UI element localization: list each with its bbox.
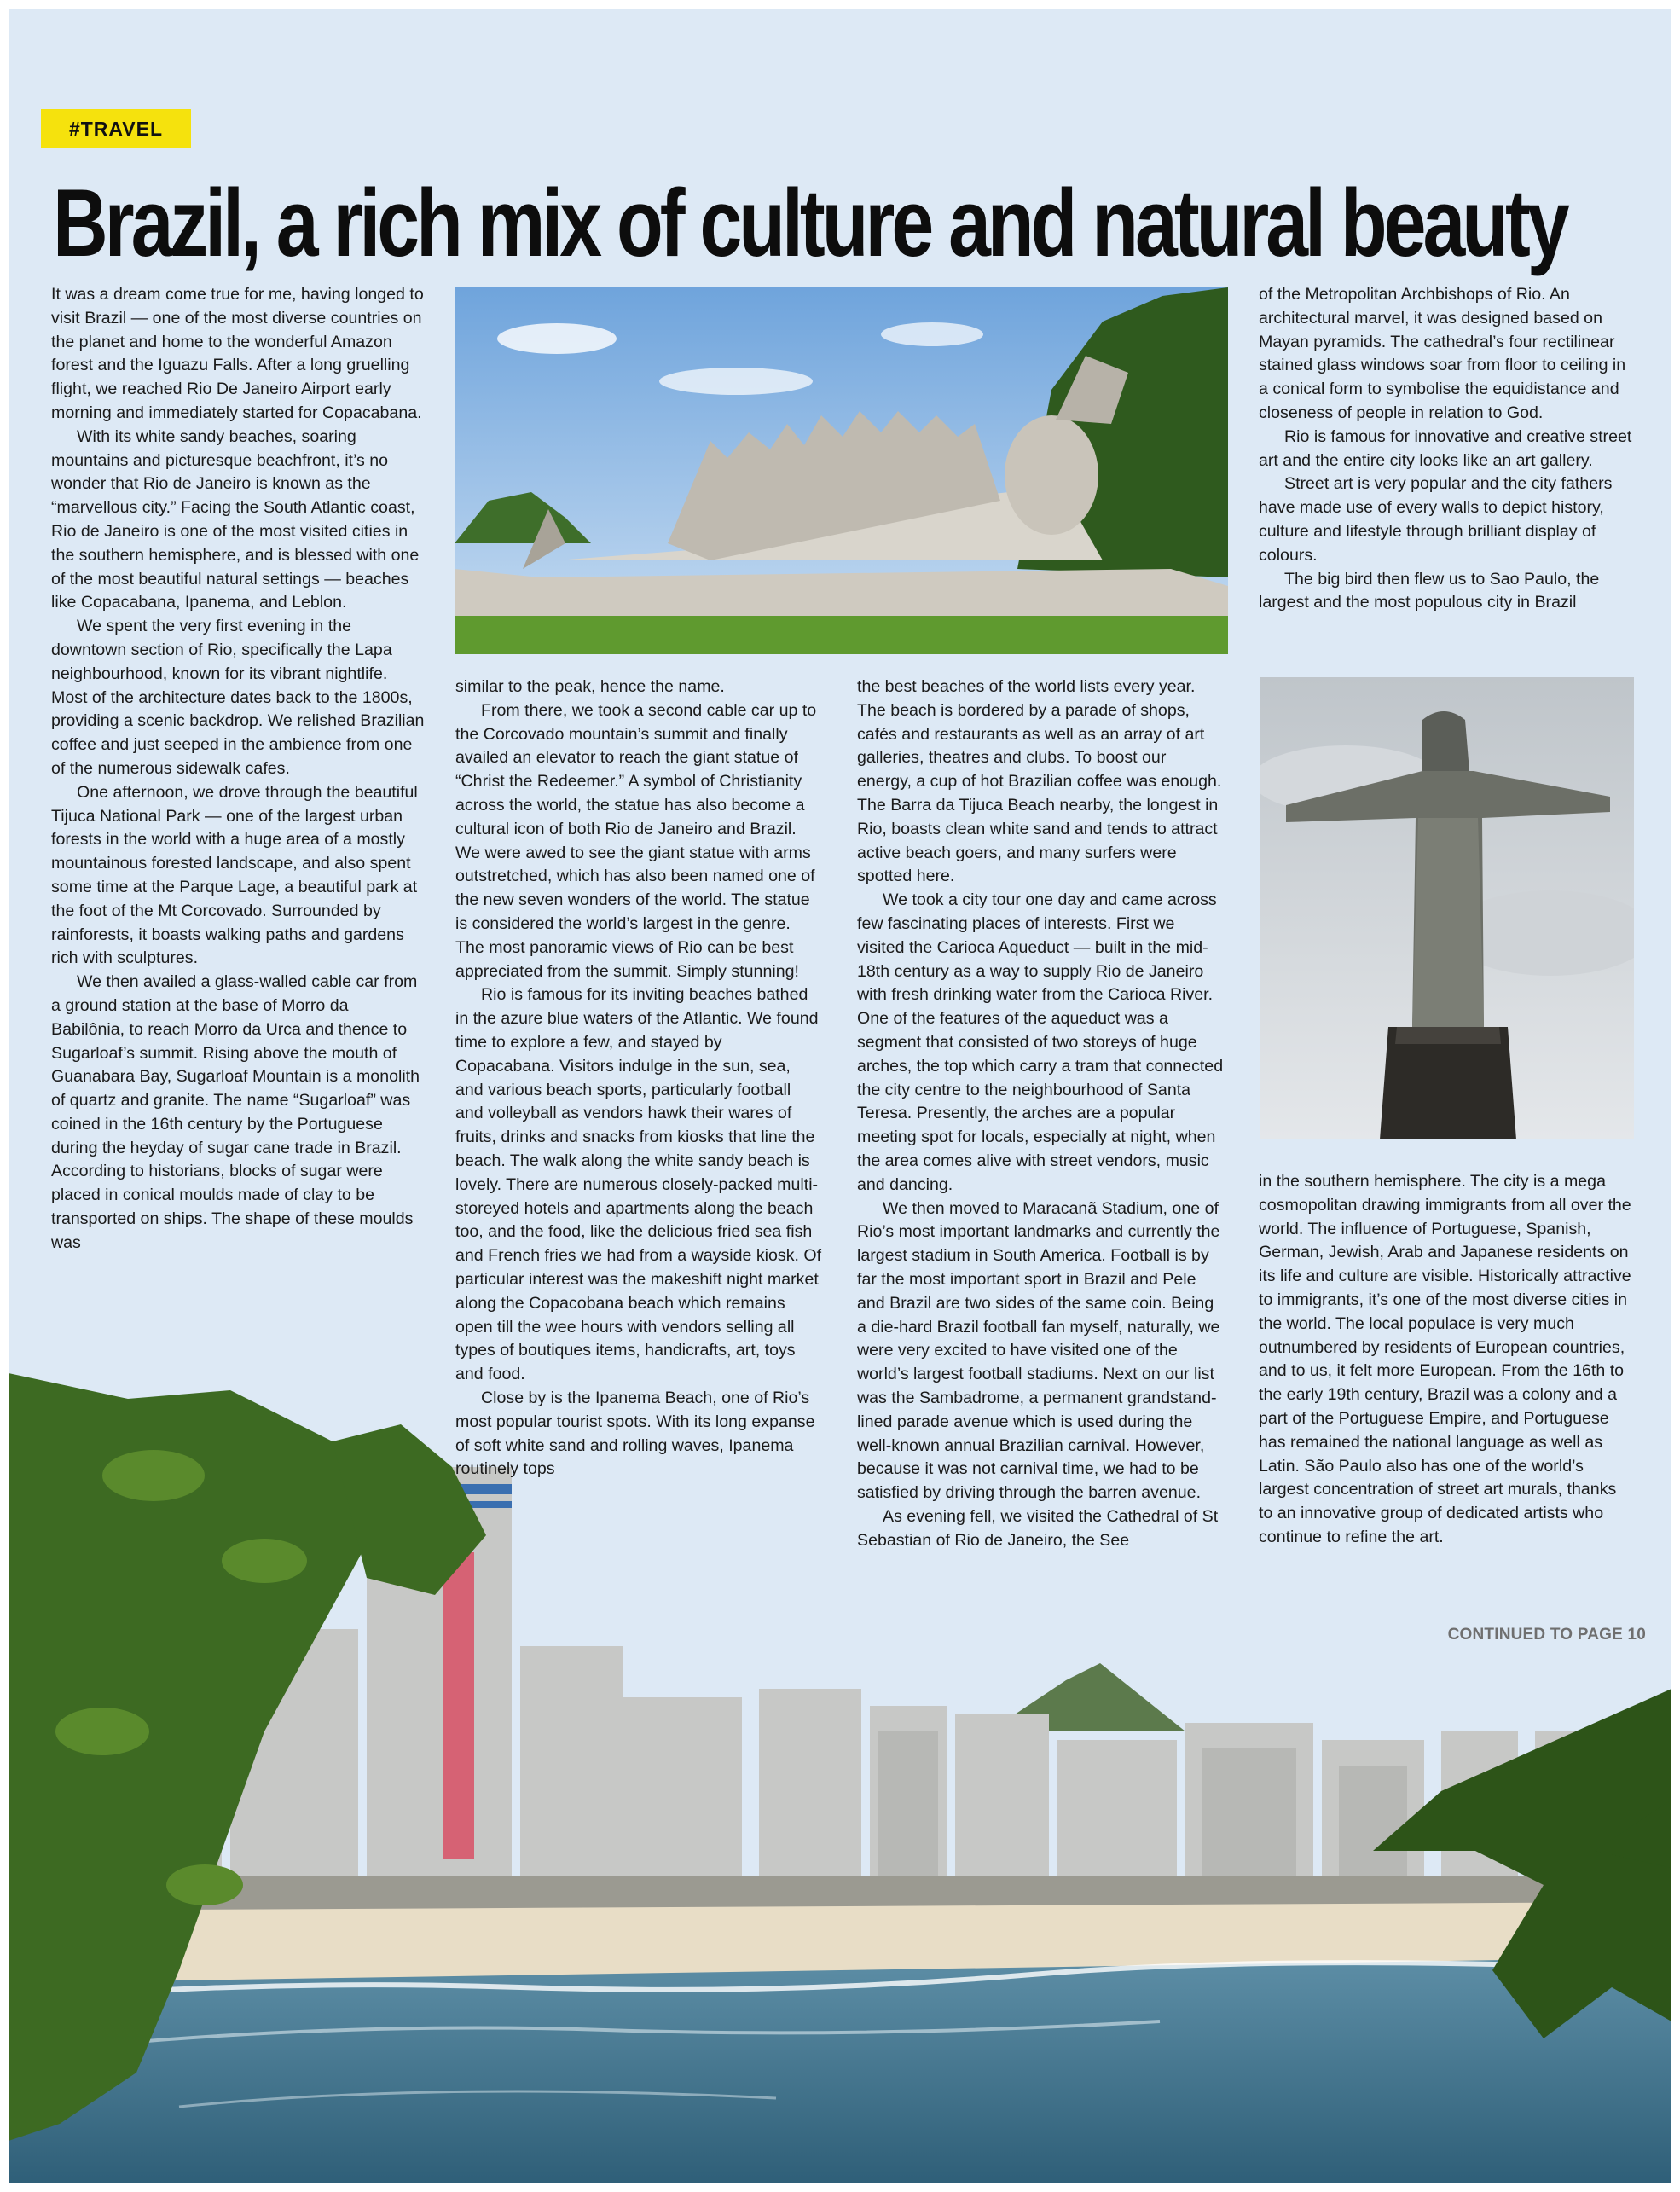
paragraph: The big bird then flew us to Sao Paulo, the largest and the most populous city in Brazil bbox=[1259, 569, 1600, 612]
paragraph: It was a dream come true for me, having longed to visit Brazil — one of the most diverse countries on the planet and home to the wonderful Amazon forest and the Iguazu Falls. After a long gruelling flight, we reached Rio De Janeiro Airport early morning and immediately started for Copacabana. bbox=[51, 285, 424, 422]
section-tag: #TRAVEL bbox=[41, 109, 191, 148]
article-column-2 bbox=[455, 676, 822, 1482]
paragraph: Close by is the Ipanema Beach, one of Rio’s most popular tourist spots. With its long expanse of soft white sand and rolling waves, Ipanema routinely tops bbox=[455, 1388, 815, 1479]
paragraph: in the southern hemisphere. The city is a mega cosmopolitan drawing immigrants from all over the world. The influence of Portuguese, Spanish, German, Jewish, Arab and Japanese residents on its life and culture are visible. Historically attractive to immigrants, it’s one of the most diverse cities in the world. The local populace is very much outnumbered by residents of European countries, and to us, it felt more European. From the 16th to the early 19th century, Brazil was a colony and a part of the Portuguese Empire, and Portuguese has remained the national language as well as Latin. São Paulo also has one of the world’s largest concentration of street art murals, thanks to an innovative group of dedicated artists who continue to refine the art. bbox=[1259, 1172, 1631, 1546]
paragraph: Rio is famous for its inviting beaches bathed in the azure blue waters of the Atlantic. We found time to explore a few, and stayed by Copacabana. Visitors indulge in the sun, sea, and various beach sports, particularly football and volleyball as vendors hawk their wares of fruits, drinks and snacks from kiosks that line the beach. The walk along the white sandy beach is lovely. There are numerous closely-packed multi-storeyed hotels and apartments along the beach too, and the food, like the delicious fried sea fish and French fries we had from a wayside kiosk. Of particular interest was the makeshift night market along the Copacobana beach which remains open till the wee hours with vendors selling all types of boutiques items, handicrafts, art, toys and food. bbox=[455, 985, 822, 1384]
paragraph: Street art is very popular and the city fathers have made use of every walls to depict history, culture and lifestyle through brilliant display of colours. bbox=[1259, 474, 1613, 565]
article-column-1 bbox=[51, 283, 426, 1255]
paragraph: One afternoon, we drove through the beautiful Tijuca National Park — one of the largest urban forests in the world with a huge area of a mostly mountainous forested landscape, and also spent some time at the Parque Lage, a beautiful park at the foot of the Mt Corcovado. Surrounded by rainforests, it boasts walking paths and gardens rich with sculptures. bbox=[51, 782, 418, 968]
paragraph: We then availed a glass-walled cable car from a ground station at the base of Morro da Babilônia, to reach Morro da Urca and thence to Sugarloaf’s summit. Rising above the mouth of Guanabara Bay, Sugarloaf Mountain is a monolith of quartz and granite. The name “Sugarloaf” was coined in the 16th century by the Portuguese during the heyday of sugar cane trade in Brazil. According to historians, blocks of sugar were placed in conical moulds made of clay to be transported on ships. The shape of these moulds was bbox=[51, 972, 420, 1252]
article-column-3 bbox=[857, 676, 1224, 1552]
paragraph: We spent the very first evening in the downtown section of Rio, specifically the Lapa neighbourhood, known for its vibrant nightlife. Most of the architecture dates back to the 1800s, providing a scenic backdrop. We relished Brazilian coffee and just seeped in the ambience from one of the numerous sidewalk cafes. bbox=[51, 617, 425, 778]
article-column-4-bottom bbox=[1259, 1170, 1634, 1550]
paragraph: From there, we took a second cable car up to the Corcovado mountain’s summit and finally availed an elevator to reach the giant statue of “Christ the Redeemer.” A symbol of Christianity across the world, the statue has also become a cultural icon of both Rio de Janeiro and Brazil. We were awed to see the giant statue with arms outstretched, which has also been named one of the new seven wonders of the world. The statue is considered the world’s largest in the genre. The most panoramic views of Rio can be best appreciated from the summit. Simply stunning! bbox=[455, 700, 817, 981]
paragraph: similar to the peak, hence the name. bbox=[455, 677, 725, 696]
paragraph: We then moved to Maracanã Stadium, one of Rio’s most important landmarks and currently the largest stadium in South America. Football is by far the most important sport in Brazil and Pele and Brazil are two sides of the same coin. Being a die-hard Brazil football fan myself, naturally, we were very excited to have visited one of the world’s largest football stadiums. Next on our list was the Sambadrome, a permanent grandstand-lined parade avenue which is used during the well-known annual Brazilian carnival. However, because it was not carnival time, we had to be satisfied by driving through the barren avenue. bbox=[857, 1198, 1220, 1503]
monument-photo bbox=[455, 287, 1228, 654]
paragraph: With its white sandy beaches, soaring mountains and picturesque beachfront, it’s no wonder that Rio de Janeiro is known as the “marvellous city.” Facing the South Atlantic coast, Rio de Janeiro is one of the most visited cities in the southern hemisphere, and is blessed with one of the most beautiful natural settings — beaches like Copacabana, Ipanema, and Leblon. bbox=[51, 426, 420, 612]
continued-note: CONTINUED TO PAGE 10 bbox=[1447, 1626, 1646, 1644]
headline: Brazil, a rich mix of culture and natural beauty bbox=[53, 170, 1567, 276]
paragraph: We took a city tour one day and came across few fascinating places of interests. First we visited the Carioca Aqueduct — built in the mid-18th century as a way to supply Rio de Janeiro with fresh drinking water from the Carioca River. One of the features of the aqueduct was a segment that consisted of two storeys of huge arches, the top which carry a tram that connected the city centre to the neighbourhood of Santa Teresa. Presently, the arches are a popular meeting spot for locals, especially at night, when the area comes alive with street vendors, music and dancing. bbox=[857, 890, 1224, 1194]
christ-the-redeemer-photo bbox=[1260, 677, 1634, 1139]
article-page bbox=[9, 9, 1671, 2183]
paragraph: of the Metropolitan Archbishops of Rio. An architectural marvel, it was designed based on Mayan pyramids. The cathedral’s four rectilinear stained glass windows soar from floor to ceiling in a conical form to symbolise the equidistance and closeness of people in relation to God. bbox=[1259, 285, 1626, 422]
paragraph: Rio is famous for innovative and creative street art and the entire city looks like an art gallery. bbox=[1259, 426, 1632, 470]
article-column-4-top bbox=[1259, 283, 1634, 615]
paragraph: As evening fell, we visited the Cathedral of St Sebastian of Rio de Janeiro, the See bbox=[857, 1506, 1219, 1550]
paragraph: the best beaches of the world lists every year. The beach is bordered by a parade of shops, cafés and restaurants as well as an array of art galleries, theatres and clubs. To boost our energy, a cup of hot Brazilian coffee was enough. The Barra da Tijuca Beach nearby, the longest in Rio, boasts clean white sand and tends to attract active beach goers, and many surfers were spotted here. bbox=[857, 677, 1222, 886]
